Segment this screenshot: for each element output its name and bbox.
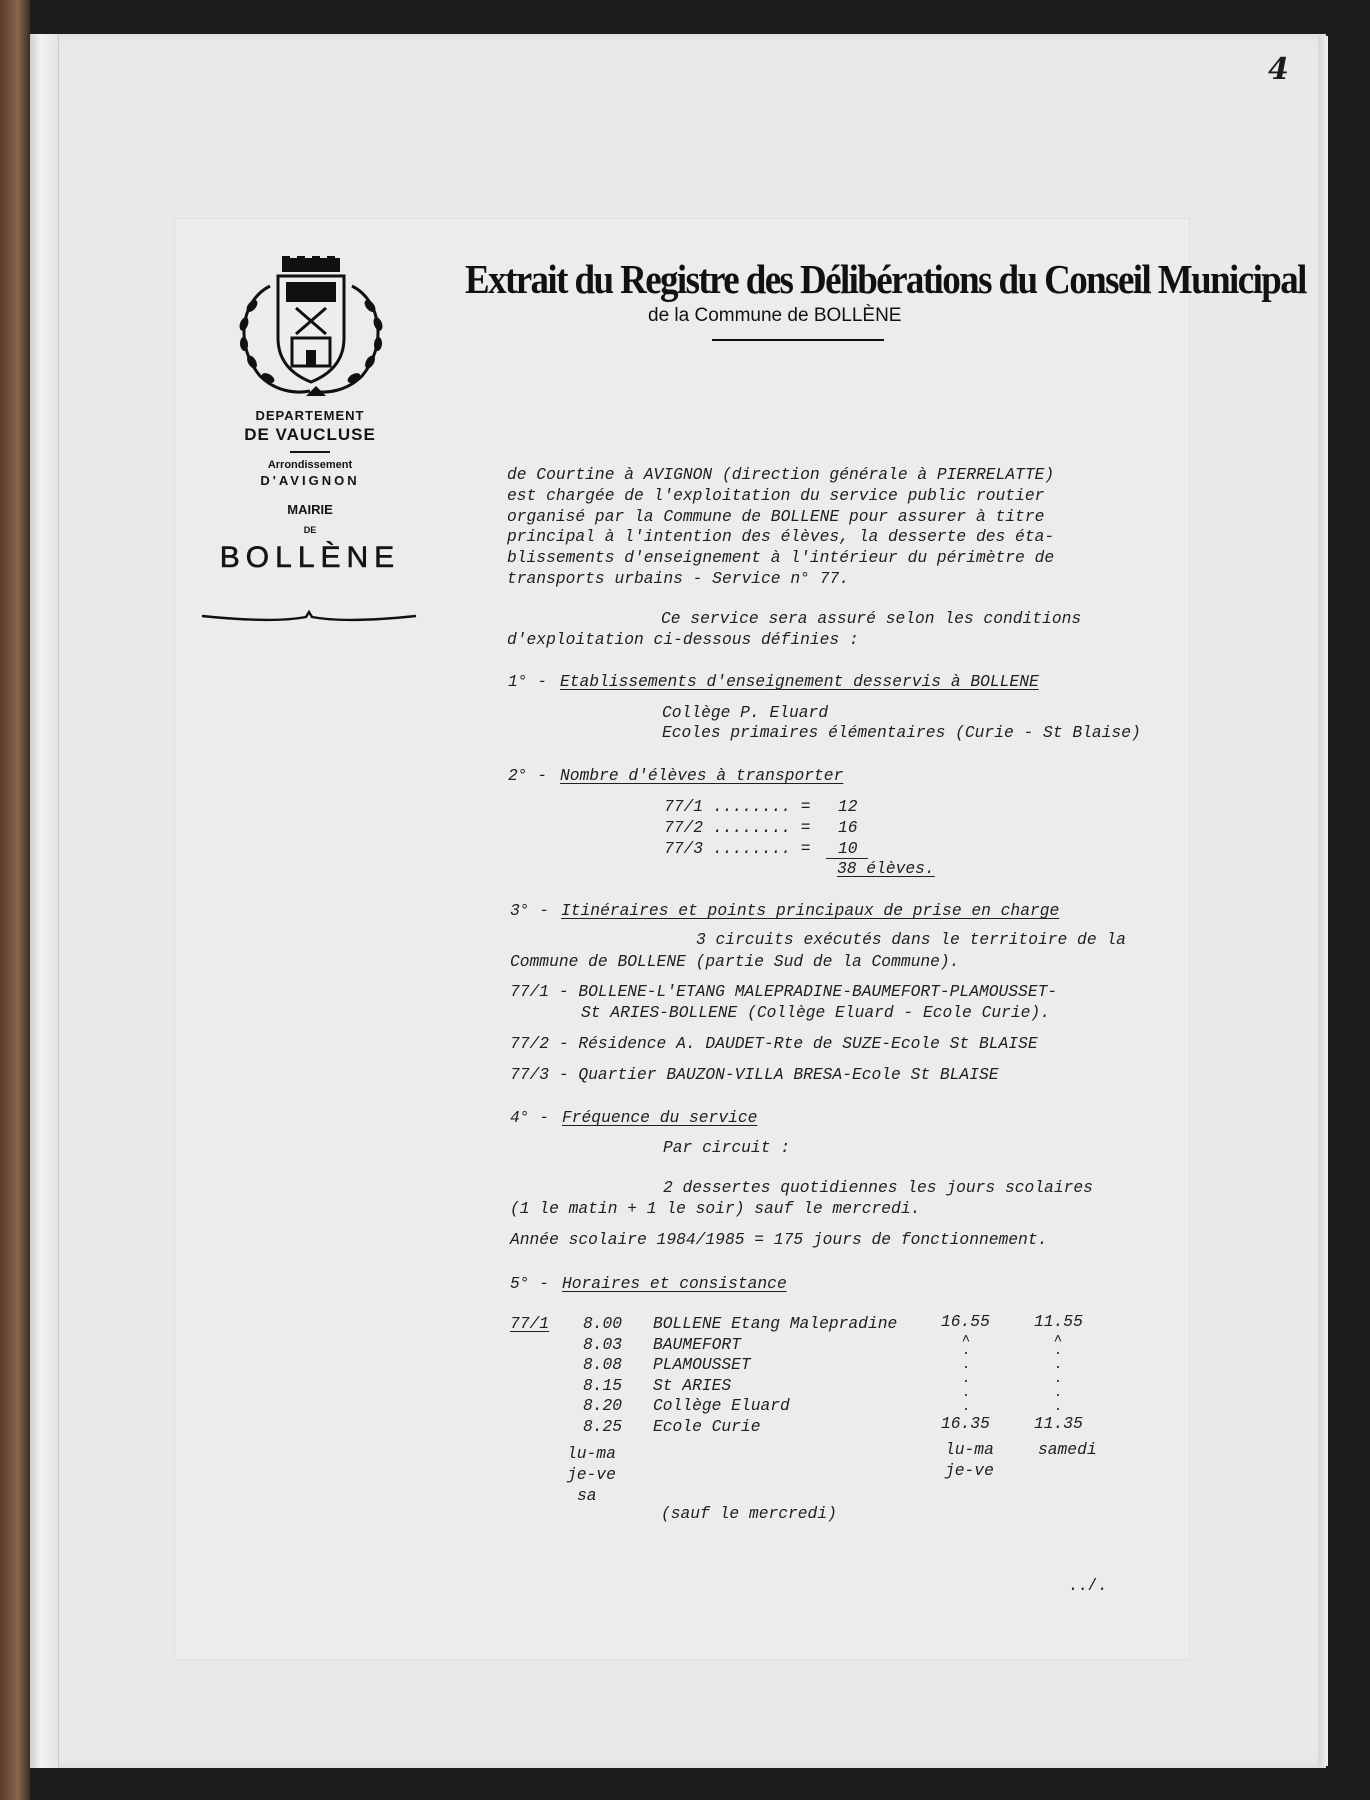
section-heading: Itinéraires et points principaux de prise en charge <box>561 901 1060 920</box>
intro-para2-line: d'exploitation ci-dessous définies : <box>507 630 859 649</box>
departement-label: DEPARTEMENT <box>255 408 365 423</box>
saturday-start-time: 11.55 <box>1034 1312 1083 1331</box>
avignon-label: D'AVIGNON <box>260 473 360 488</box>
town-crest-icon <box>230 256 392 401</box>
frequency-line: Année scolaire 1984/1985 = 175 jours de fonctionnement. <box>510 1230 1048 1249</box>
stop-name: Ecole Curie <box>653 1417 761 1436</box>
section-number: 5° - <box>510 1274 550 1293</box>
document-subtitle: de la Commune de BOLLÈNE <box>648 305 902 326</box>
route-line: 77/3 - Quartier BAUZON-VILLA BRESA-Ecole St BLAISE <box>510 1065 999 1084</box>
intro-para2-line: Ce service sera assuré selon les conditions <box>661 609 1082 628</box>
page-right-edge <box>1318 36 1328 1766</box>
pupil-total: 38 élèves. <box>837 859 935 878</box>
intro-line: organisé par la Commune de BOLLENE pour assurer à titre <box>507 507 1045 526</box>
left-header-column <box>190 408 430 575</box>
divider <box>290 451 330 453</box>
stop-name: PLAMOUSSET <box>653 1355 751 1374</box>
school-item: Collège P. Eluard <box>662 703 829 722</box>
pupil-count-label: 77/3 ........ = <box>664 839 811 858</box>
schedule-circuit-label: 77/1 <box>510 1314 550 1333</box>
pupil-count-value: 10 <box>838 839 858 858</box>
saturday-end-time: 11.35 <box>1034 1414 1083 1433</box>
stop-name: St ARIES <box>653 1376 732 1395</box>
morning-days: je-ve <box>567 1465 616 1484</box>
saturday-label: samedi <box>1038 1440 1097 1459</box>
frequency-line: 2 dessertes quotidiennes les jours scolaires <box>663 1178 1093 1197</box>
de-label: DE <box>303 525 317 535</box>
route-line: St ARIES-BOLLENE (Collège Eluard - Ecole Curie). <box>581 1003 1050 1022</box>
section-number: 2° - <box>508 766 548 785</box>
document-title: Extrait du Registre des Délibérations du Conseil Municipal <box>465 257 1306 304</box>
evening-days: lu-ma <box>945 1440 994 1459</box>
stop-time: 8.25 <box>583 1417 623 1436</box>
evening-start-time: 16.55 <box>941 1312 990 1331</box>
stop-time: 8.20 <box>583 1396 623 1415</box>
intro-line: blissements d'enseignement à l'intérieur du périmètre de <box>507 548 1055 567</box>
section-number: 3° - <box>510 901 550 920</box>
arrondissement-label: Arrondissement <box>267 459 353 471</box>
section-heading: Fréquence du service <box>562 1108 758 1127</box>
pupil-count-label: 77/2 ........ = <box>664 818 811 837</box>
circuit-intro-line: 3 circuits exécutés dans le territoire de la <box>696 930 1126 949</box>
section-heading: Etablissements d'enseignement desservis à BOLLENE <box>560 672 1039 691</box>
vaucluse-label: DE VAUCLUSE <box>244 425 376 444</box>
intro-line: de Courtine à AVIGNON (direction générale à PIERRELATTE) <box>507 465 1055 484</box>
frequency-line: (1 le matin + 1 le soir) sauf le mercredi. <box>510 1199 921 1218</box>
morning-days: lu-ma <box>567 1444 616 1463</box>
stop-name: BOLLENE Etang Malepradine <box>653 1314 898 1333</box>
circuit-intro-line: Commune de BOLLENE (partie Sud de la Commune). <box>510 952 960 971</box>
section-heading: Horaires et consistance <box>562 1274 787 1293</box>
pupil-count-label: 77/1 ........ = <box>664 797 811 816</box>
stop-time: 8.15 <box>583 1376 623 1395</box>
binding-cover <box>0 0 30 1800</box>
pupil-count-value: 16 <box>838 818 858 837</box>
stop-name: BAUMEFORT <box>653 1335 741 1354</box>
stop-time: 8.00 <box>583 1314 623 1333</box>
stop-name: Collège Eluard <box>653 1396 790 1415</box>
page-binding-edge <box>30 34 59 1768</box>
page-number: 4 <box>1268 52 1289 87</box>
intro-line: principal à l'intention des élèves, la desserte des éta- <box>507 527 1055 546</box>
evening-end-time: 16.35 <box>941 1414 990 1433</box>
route-line: 77/1 - BOLLENE-L'ETANG MALEPRADINE-BAUMEFORT-PLAMOUSSET- <box>510 982 1058 1001</box>
schedule-note: (sauf le mercredi) <box>661 1504 837 1523</box>
intro-line: transports urbains - Service n° 77. <box>507 569 849 588</box>
section-number: 4° - <box>510 1108 550 1127</box>
stop-time: 8.03 <box>583 1335 623 1354</box>
section-number: 1° - <box>508 672 548 691</box>
evening-dotted-column: ˄ · · · · · <box>961 1332 971 1418</box>
subtitle-rule <box>712 339 884 341</box>
stop-time: 8.08 <box>583 1355 623 1374</box>
route-line: 77/2 - Résidence A. DAUDET-Rte de SUZE-Ecole St BLAISE <box>510 1034 1038 1053</box>
bollene-label: BOLLÈNE <box>219 541 401 574</box>
intro-line: est chargée de l'exploitation du service public routier <box>507 486 1045 505</box>
continuation-mark: ../. <box>1068 1576 1108 1595</box>
morning-days: sa <box>577 1486 597 1505</box>
saturday-dotted-column: ˄ · · · · · <box>1053 1332 1063 1418</box>
section-heading: Nombre d'élèves à transporter <box>560 766 844 785</box>
evening-days: je-ve <box>945 1461 994 1480</box>
pupil-count-value: 12 <box>838 797 858 816</box>
mairie-label: MAIRIE <box>287 502 333 517</box>
school-item: Ecoles primaires élémentaires (Curie - St Blaise) <box>662 723 1141 742</box>
frequency-label: Par circuit : <box>663 1138 791 1157</box>
swash-ornament <box>200 610 418 624</box>
